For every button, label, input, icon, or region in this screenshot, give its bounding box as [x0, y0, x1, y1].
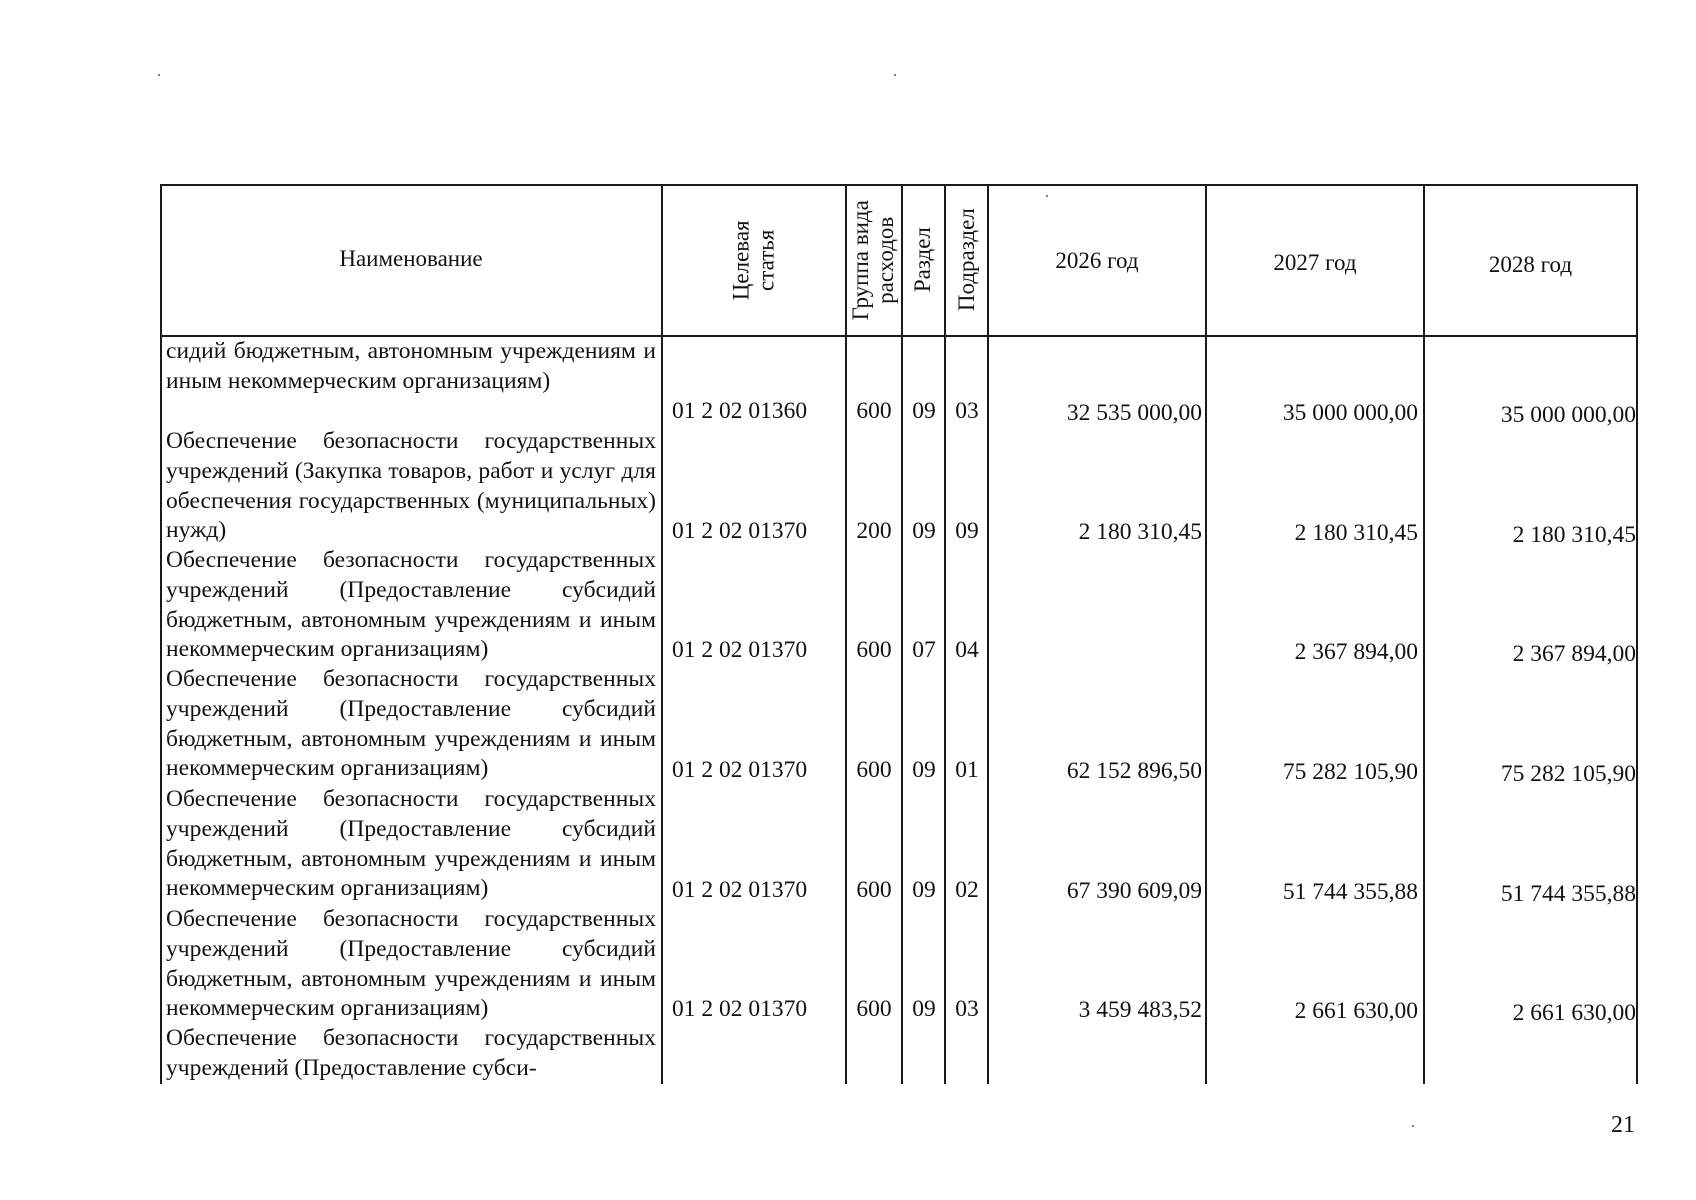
row-amount-2027: 2 661 630,00 [1294, 998, 1418, 1024]
row-target-article: 01 2 02 01370 [672, 996, 808, 1022]
header-group-line1: Группа вида [848, 199, 874, 321]
row-subsection: 02 [955, 877, 979, 903]
scan-speck [1046, 195, 1048, 197]
row-section: 09 [912, 996, 936, 1022]
col-divider-subsection [987, 184, 989, 1084]
row-section: 09 [912, 518, 936, 544]
row-amount-2026: 3 459 483,52 [1078, 997, 1202, 1023]
header-year-2026: 2026 год [1055, 248, 1139, 273]
row-section: 09 [912, 757, 936, 783]
row-target-article: 01 2 02 01370 [672, 518, 808, 544]
row-section: 07 [912, 637, 936, 663]
table-right-border [1636, 184, 1638, 1084]
row-subsection: 03 [955, 996, 979, 1022]
row-name: сидий бюджетным, автономным учреждениям и иным некоммерческим организациям) [166, 338, 656, 394]
header-target-line2: статья [753, 229, 779, 291]
row-name: Обеспечение безопасности государственных учреждений (Предоставление субси- [166, 1025, 656, 1081]
row-name: Обеспечение безопасности государственных учреждений (Предоставление субсидий бюджетным, автономным учреждениям и иным некоммерческим организациям) [166, 547, 656, 663]
row-name: Обеспечение безопасности государственных учреждений (Предоставление субсидий бюджетным, автономным учреждениям и иным некоммерческим организациям) [166, 906, 656, 1022]
row-target-article: 01 2 02 01370 [672, 757, 808, 783]
header-section: Раздел [910, 227, 936, 293]
row-name: Обеспечение безопасности государственных учреждений (Предоставление субсидий бюджетным, автономным учреждениям и иным некоммерческим организациям) [166, 666, 656, 782]
scan-speck [894, 74, 896, 76]
header-group-line2: расходов [873, 216, 899, 304]
row-amount-2027: 51 744 355,88 [1282, 879, 1418, 905]
row-expense-group: 600 [856, 996, 892, 1022]
page-number: 21 [1611, 1112, 1635, 1138]
row-amount-2026: 62 152 896,50 [1066, 758, 1202, 784]
header-year-2028: 2028 год [1488, 252, 1573, 277]
row-expense-group: 600 [856, 637, 892, 663]
row-subsection: 04 [955, 637, 979, 663]
row-amount-2027: 2 367 894,00 [1294, 639, 1418, 665]
row-expense-group: 200 [856, 518, 892, 544]
row-amount-2026: 32 535 000,00 [1066, 400, 1202, 426]
row-section: 09 [912, 398, 936, 424]
header-year-2027: 2027 год [1273, 250, 1357, 275]
table-left-border [160, 184, 162, 1084]
row-expense-group: 600 [856, 757, 892, 783]
row-subsection: 01 [955, 757, 979, 783]
row-name: Обеспечение безопасности государственных учреждений (Закупка товаров, работ и услуг для обеспечения государственных (муниципальных) нужд) [166, 428, 656, 544]
row-amount-2027: 35 000 000,00 [1282, 400, 1418, 426]
row-expense-group: 600 [856, 398, 892, 424]
header-name: Наименование [339, 246, 483, 271]
row-amount-2028: 51 744 355,88 [1500, 881, 1636, 907]
header-subsection: Подраздел [953, 208, 979, 312]
col-divider-2026 [1205, 184, 1207, 1084]
row-amount-2028: 2 661 630,00 [1512, 1000, 1636, 1026]
row-expense-group: 600 [856, 877, 892, 903]
row-amount-2028: 2 367 894,00 [1512, 641, 1636, 667]
row-name: Обеспечение безопасности государственных учреждений (Предоставление субсидий бюджетным, автономным учреждениям и иным некоммерческим организациям) [166, 786, 656, 902]
row-amount-2028: 2 180 310,45 [1512, 522, 1636, 548]
row-target-article: 01 2 02 01360 [672, 398, 808, 424]
scan-speck [158, 74, 160, 76]
header-target-line1: Целевая [728, 220, 754, 300]
row-amount-2027: 75 282 105,90 [1282, 759, 1418, 785]
scan-speck [1412, 1125, 1414, 1127]
row-target-article: 01 2 02 01370 [672, 877, 808, 903]
row-subsection: 09 [955, 518, 979, 544]
row-target-article: 01 2 02 01370 [672, 637, 808, 663]
col-divider-2027 [1423, 184, 1425, 1084]
header-target-article [663, 186, 844, 334]
row-amount-2026: 2 180 310,45 [1078, 519, 1202, 545]
row-subsection: 03 [955, 398, 979, 424]
row-section: 09 [912, 877, 936, 903]
row-amount-2026: 67 390 609,09 [1066, 878, 1202, 904]
header-expense-group [847, 186, 900, 334]
row-amount-2027: 2 180 310,45 [1294, 520, 1418, 546]
row-amount-2028: 75 282 105,90 [1500, 761, 1636, 787]
row-amount-2028: 35 000 000,00 [1500, 402, 1636, 428]
